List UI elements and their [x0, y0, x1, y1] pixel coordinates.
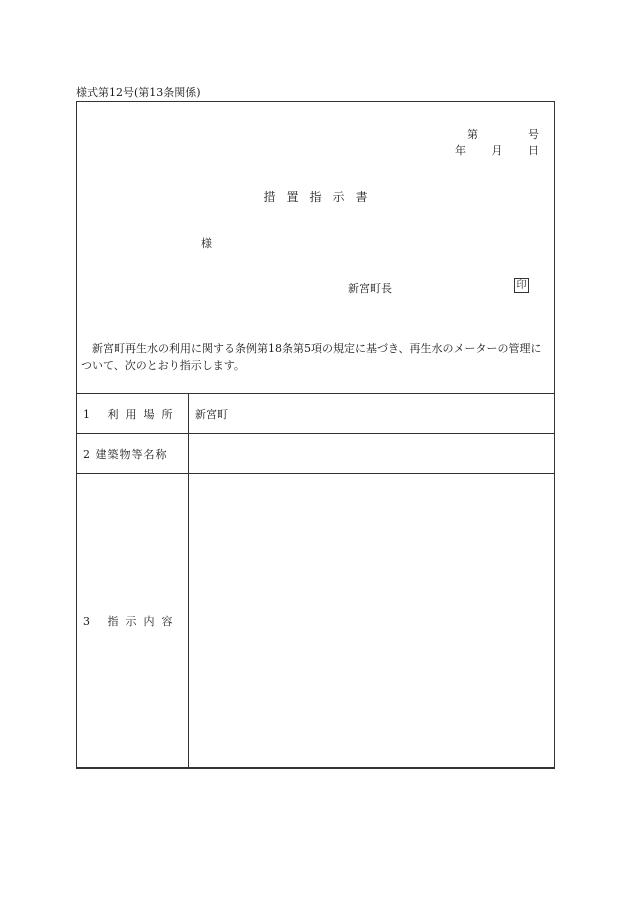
issuer-name: 新宮町長 [348, 282, 392, 295]
instruction-table [76, 393, 555, 769]
document-number-line [467, 126, 539, 142]
instruction-body-text: 新宮町再生水の利用に関する条例第18条第5項の規定に基づき、再生水のメーターの管理について、次のとおり指示します。 [81, 342, 542, 372]
value-location[interactable]: 新宮町 [189, 394, 555, 434]
table-row-location [77, 394, 555, 434]
value-instruction-content[interactable] [189, 474, 555, 769]
label-location: 1 利用場所 [77, 394, 189, 434]
date-line [455, 142, 539, 158]
document-title-text: 措置指示書 [263, 190, 379, 204]
date-year: 年 [455, 144, 466, 157]
addressee-honorific: 様 [201, 237, 212, 250]
date-month: 月 [491, 144, 503, 157]
document-title [77, 188, 554, 205]
number-suffix: 号 [528, 128, 539, 141]
label-building-name: 2 建築物等名称 [77, 434, 189, 474]
date-day: 日 [528, 144, 539, 157]
document-frame [76, 101, 555, 768]
number-prefix: 第 [467, 128, 478, 141]
value-building-name[interactable] [189, 434, 555, 474]
table-row-building-name [77, 434, 555, 474]
label-instruction-content: 3 指示内容 [77, 474, 189, 769]
table-row-instruction-content [77, 474, 555, 769]
seal-mark: 印 [514, 278, 529, 293]
form-number-label: 様式第12号(第13条関係) [76, 86, 201, 99]
